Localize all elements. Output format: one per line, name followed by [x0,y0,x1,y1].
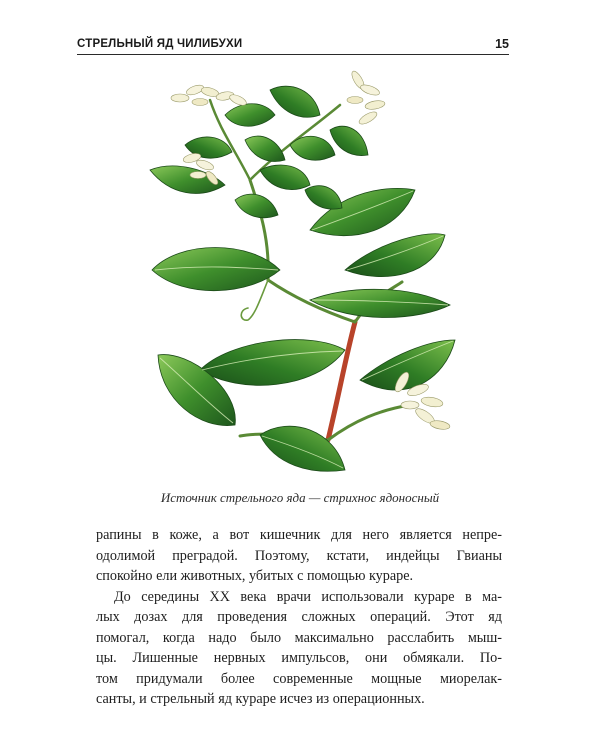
text-line: спокойно ели животных, убитых с помощью кураре. [96,568,414,584]
flower-cluster-top-right [347,69,386,126]
text-line: одолимой преградой. Поэтому, кстати, индейцы Гвианы [96,547,502,564]
plant-leaves [150,86,455,471]
leaf [260,165,310,190]
leaf [235,194,278,218]
page-number: 15 [495,37,509,51]
leaf [330,126,368,155]
running-header [77,38,509,55]
text-line: том придумали более современные мощные миорелак- [96,670,502,687]
leaf [290,136,335,160]
paragraph-2 [96,587,502,710]
leaf [305,186,342,209]
text-line: санты, и стрельный яд кураре исчез из операционных. [96,691,425,707]
leaf [225,104,275,127]
text-line: До середины XX века врачи использовали кураре в ма- [114,588,502,605]
leaf [360,340,455,390]
leaf-veins [155,191,453,468]
text-line: рапины в коже, а вот кишечник для него является непре- [96,527,502,543]
text-line: помогал, когда надо было максимально расслабить мыш- [96,629,502,646]
figure-caption: Источник стрельного яда — стрихнос ядоносный [160,490,440,505]
leaf [245,136,285,161]
paragraph-1 [96,525,502,587]
leaf [260,426,345,471]
body-text [96,525,502,710]
strychnos-illustration [140,60,480,480]
text-line: цы. Лишенные нервных импульсов, они обмякали. По- [96,650,502,666]
leaf [200,340,345,386]
leaf [270,86,320,117]
leaf [345,234,445,277]
text-line: лых дозах для проведения сложных операций. Этот яд [96,609,502,625]
flower-cluster-top-left [171,83,248,107]
running-title: СТРЕЛЬНЫЙ ЯД ЧИЛИБУХИ [77,38,243,50]
